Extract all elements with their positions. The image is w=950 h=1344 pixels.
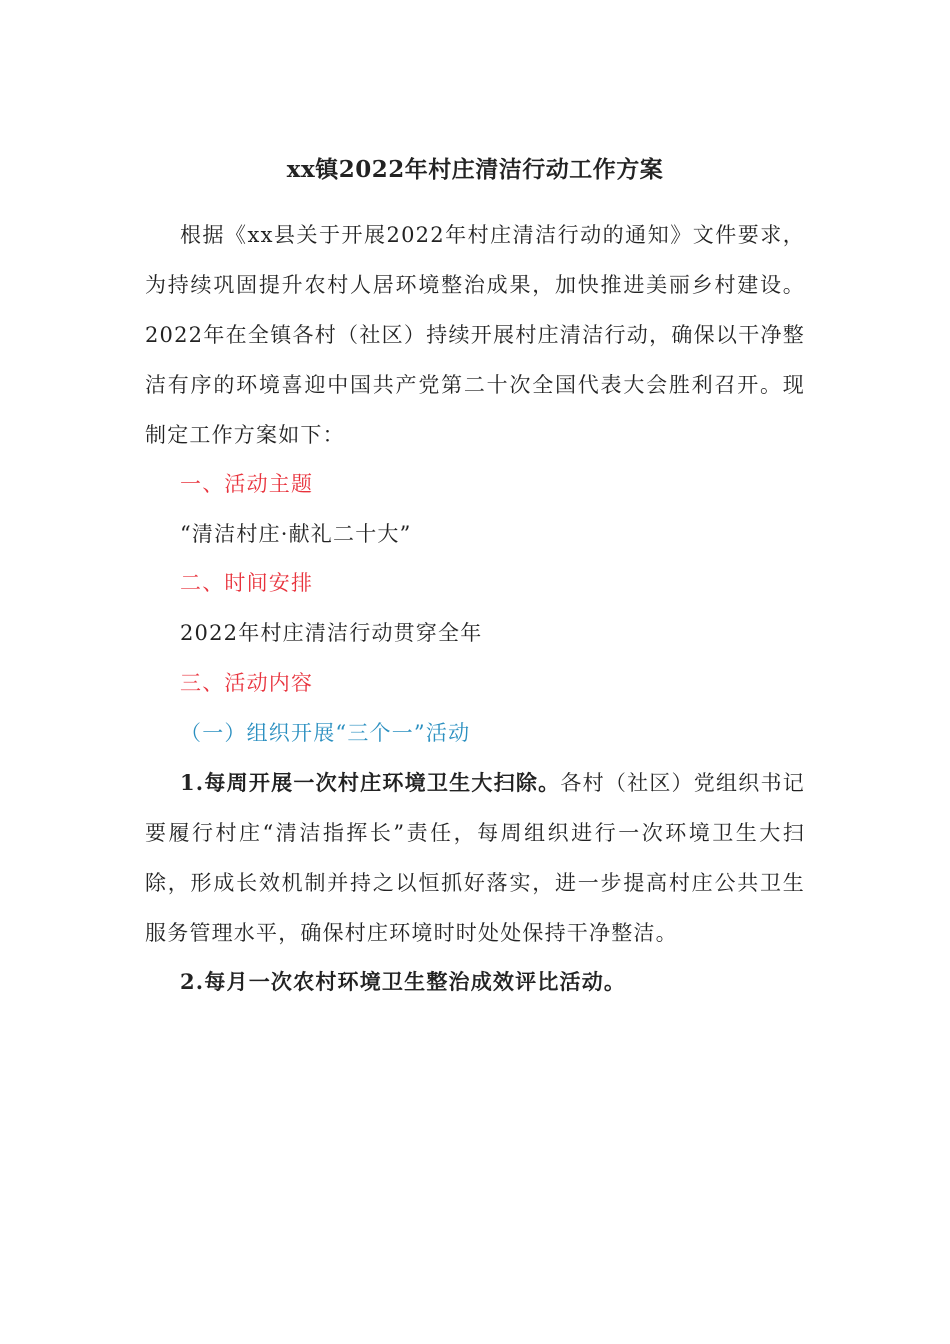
section-text-theme: “清洁村庄·献礼二十大” (180, 522, 412, 546)
item1-text: 各村（社区）党组织书记要履行村庄“清洁指挥长”责任，每周组织进行一次环境卫生大扫除，形成长效机制并持之以恒抓好落实，进一步提高村庄公共卫生服务管理水平，确保村庄环境时时处处保持干净整洁。 (145, 771, 805, 945)
item1-paragraph-block (145, 758, 805, 958)
item2-heading: 2.每月一次农村环境卫生整治成效评比活动。 (180, 969, 627, 994)
item1-paragraph (145, 758, 805, 958)
section-heading-schedule: 二、时间安排 (180, 571, 314, 595)
section-heading-content: 三、活动内容 (180, 671, 314, 695)
intro-paragraph-block (145, 210, 805, 460)
subsection-heading-activities: （一）组织开展“三个一”活动 (180, 721, 471, 745)
section-text-schedule: 2022年村庄清洁行动贯穿全年 (180, 621, 483, 645)
intro-paragraph: 根据《xx县关于开展2022年村庄清洁行动的通知》文件要求，为持续巩固提升农村人居环境整治成果，加快推进美丽乡村建设。2022年在全镇各村（社区）持续开展村庄清洁行动，确保以干净整洁有序的环境喜迎中国共产党第二十次全国代表大会胜利召开。现制定工作方案如下： (145, 223, 805, 447)
section-heading-theme: 一、活动主题 (180, 472, 314, 496)
item1-heading: 1.每周开展一次村庄环境卫生大扫除。 (180, 770, 561, 795)
document-title: xx镇2022年村庄清洁行动工作方案 (286, 156, 664, 183)
